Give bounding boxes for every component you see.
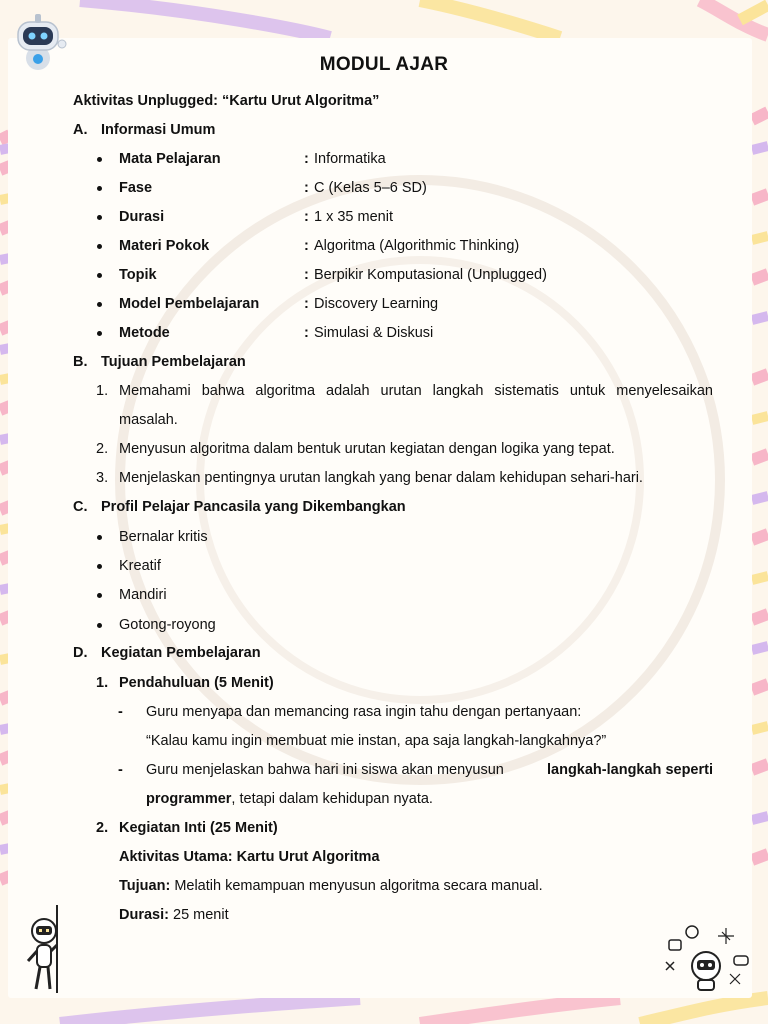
robot-standing-icon — [22, 905, 72, 997]
activity-question: “Kalau kamu ingin membuat mie instan, apa saja langkah-langkahnya?” — [146, 733, 607, 749]
colon-separator: : — [304, 180, 309, 196]
profile-item: Bernalar kritis — [119, 529, 208, 545]
profile-item: Gotong-royong — [119, 617, 216, 633]
colon-separator: : — [304, 238, 309, 254]
objective-text: Memahami bahwa algoritma adalah urutan langkah sistematis untuk menyelesaikan — [119, 383, 713, 399]
info-label: Model Pembelajaran — [119, 296, 260, 312]
subsection-heading: Kegiatan Inti (25 Menit) — [119, 820, 278, 836]
activity-text-plain: , tetapi dalam kehidupan nyata. — [231, 791, 433, 807]
colon-separator: : — [304, 296, 309, 312]
info-label: Topik — [119, 267, 157, 283]
section-c-heading: Profil Pelajar Pancasila yang Dikembangkan — [101, 499, 406, 515]
profile-item: Kreatif — [119, 558, 161, 574]
goal-line — [119, 878, 543, 894]
bullet-icon — [97, 331, 102, 336]
bullet-icon — [97, 535, 102, 540]
duration-value: 25 menit — [173, 907, 229, 923]
bullet-icon — [97, 302, 102, 307]
info-label: Durasi — [119, 209, 165, 225]
info-value: Algoritma (Algorithmic Thinking) — [314, 238, 520, 254]
activity-text-bold: langkah-langkah seperti — [547, 762, 713, 778]
profile-item: Mandiri — [119, 587, 167, 603]
bullet-icon — [97, 593, 102, 598]
section-b-marker: B. — [73, 354, 88, 370]
goal-value: Melatih kemampuan menyusun algoritma secara manual. — [174, 878, 543, 894]
colon-separator: : — [304, 151, 309, 167]
section-b-heading: Tujuan Pembelajaran — [101, 354, 246, 370]
subsection-number: 1. — [96, 675, 109, 691]
info-label: Materi Pokok — [119, 238, 210, 254]
subsection-number: 2. — [96, 820, 109, 836]
dash-marker: - — [118, 762, 123, 778]
list-number: 3. — [96, 470, 109, 486]
activity-text-plain: Guru menjelaskan bahwa hari ini siswa akan menyusun — [146, 762, 504, 778]
list-number: 2. — [96, 441, 109, 457]
section-c-marker: C. — [73, 499, 88, 515]
info-value: Informatika — [314, 151, 386, 167]
bullet-icon — [97, 564, 102, 569]
info-label: Mata Pelajaran — [119, 151, 221, 167]
bullet-icon — [97, 623, 102, 628]
activity-text-bold: programmer — [146, 791, 232, 807]
colon-separator: : — [304, 325, 309, 341]
objective-text-continued: masalah. — [119, 412, 178, 428]
objective-text: Menjelaskan pentingnya urutan langkah yang benar dalam kehidupan sehari-hari. — [119, 470, 643, 486]
subsection-heading: Pendahuluan (5 Menit) — [119, 675, 274, 691]
colon-separator: : — [304, 267, 309, 283]
goal-label: Tujuan: — [119, 878, 171, 894]
section-d-heading: Kegiatan Pembelajaran — [101, 645, 261, 661]
section-a-marker: A. — [73, 122, 88, 138]
info-value: Berpikir Komputasional (Unplugged) — [314, 267, 547, 283]
duration-line — [119, 907, 229, 923]
list-number: 1. — [96, 383, 109, 399]
main-activity-title: Aktivitas Utama: Kartu Urut Algoritma — [119, 849, 380, 865]
bullet-icon — [97, 157, 102, 162]
info-label: Metode — [119, 325, 170, 341]
bullet-icon — [97, 186, 102, 191]
info-value: Discovery Learning — [314, 296, 439, 312]
page-title: MODUL AJAR — [319, 54, 449, 75]
activity-text-continued — [146, 791, 433, 807]
dash-marker: - — [118, 704, 123, 720]
colon-separator: : — [304, 209, 309, 225]
activity-text — [146, 762, 713, 778]
bullet-icon — [97, 215, 102, 220]
section-d-marker: D. — [73, 645, 88, 661]
objective-text: Menyusun algoritma dalam bentuk urutan kegiatan dengan logika yang tepat. — [119, 441, 615, 457]
bullet-icon — [97, 273, 102, 278]
info-value: 1 x 35 menit — [314, 209, 393, 225]
bullet-icon — [97, 244, 102, 249]
info-value: Simulasi & Diskusi — [314, 325, 434, 341]
robot-ideas-icon — [660, 922, 752, 994]
activity-text: Guru menyapa dan memancing rasa ingin tahu dengan pertanyaan: — [146, 704, 582, 720]
duration-label: Durasi: — [119, 907, 169, 923]
info-label: Fase — [119, 180, 153, 196]
section-a-heading: Informasi Umum — [101, 122, 216, 138]
document-subtitle: Aktivitas Unplugged: “Kartu Urut Algoritma” — [73, 93, 380, 109]
info-value: C (Kelas 5–6 SD) — [314, 180, 427, 196]
